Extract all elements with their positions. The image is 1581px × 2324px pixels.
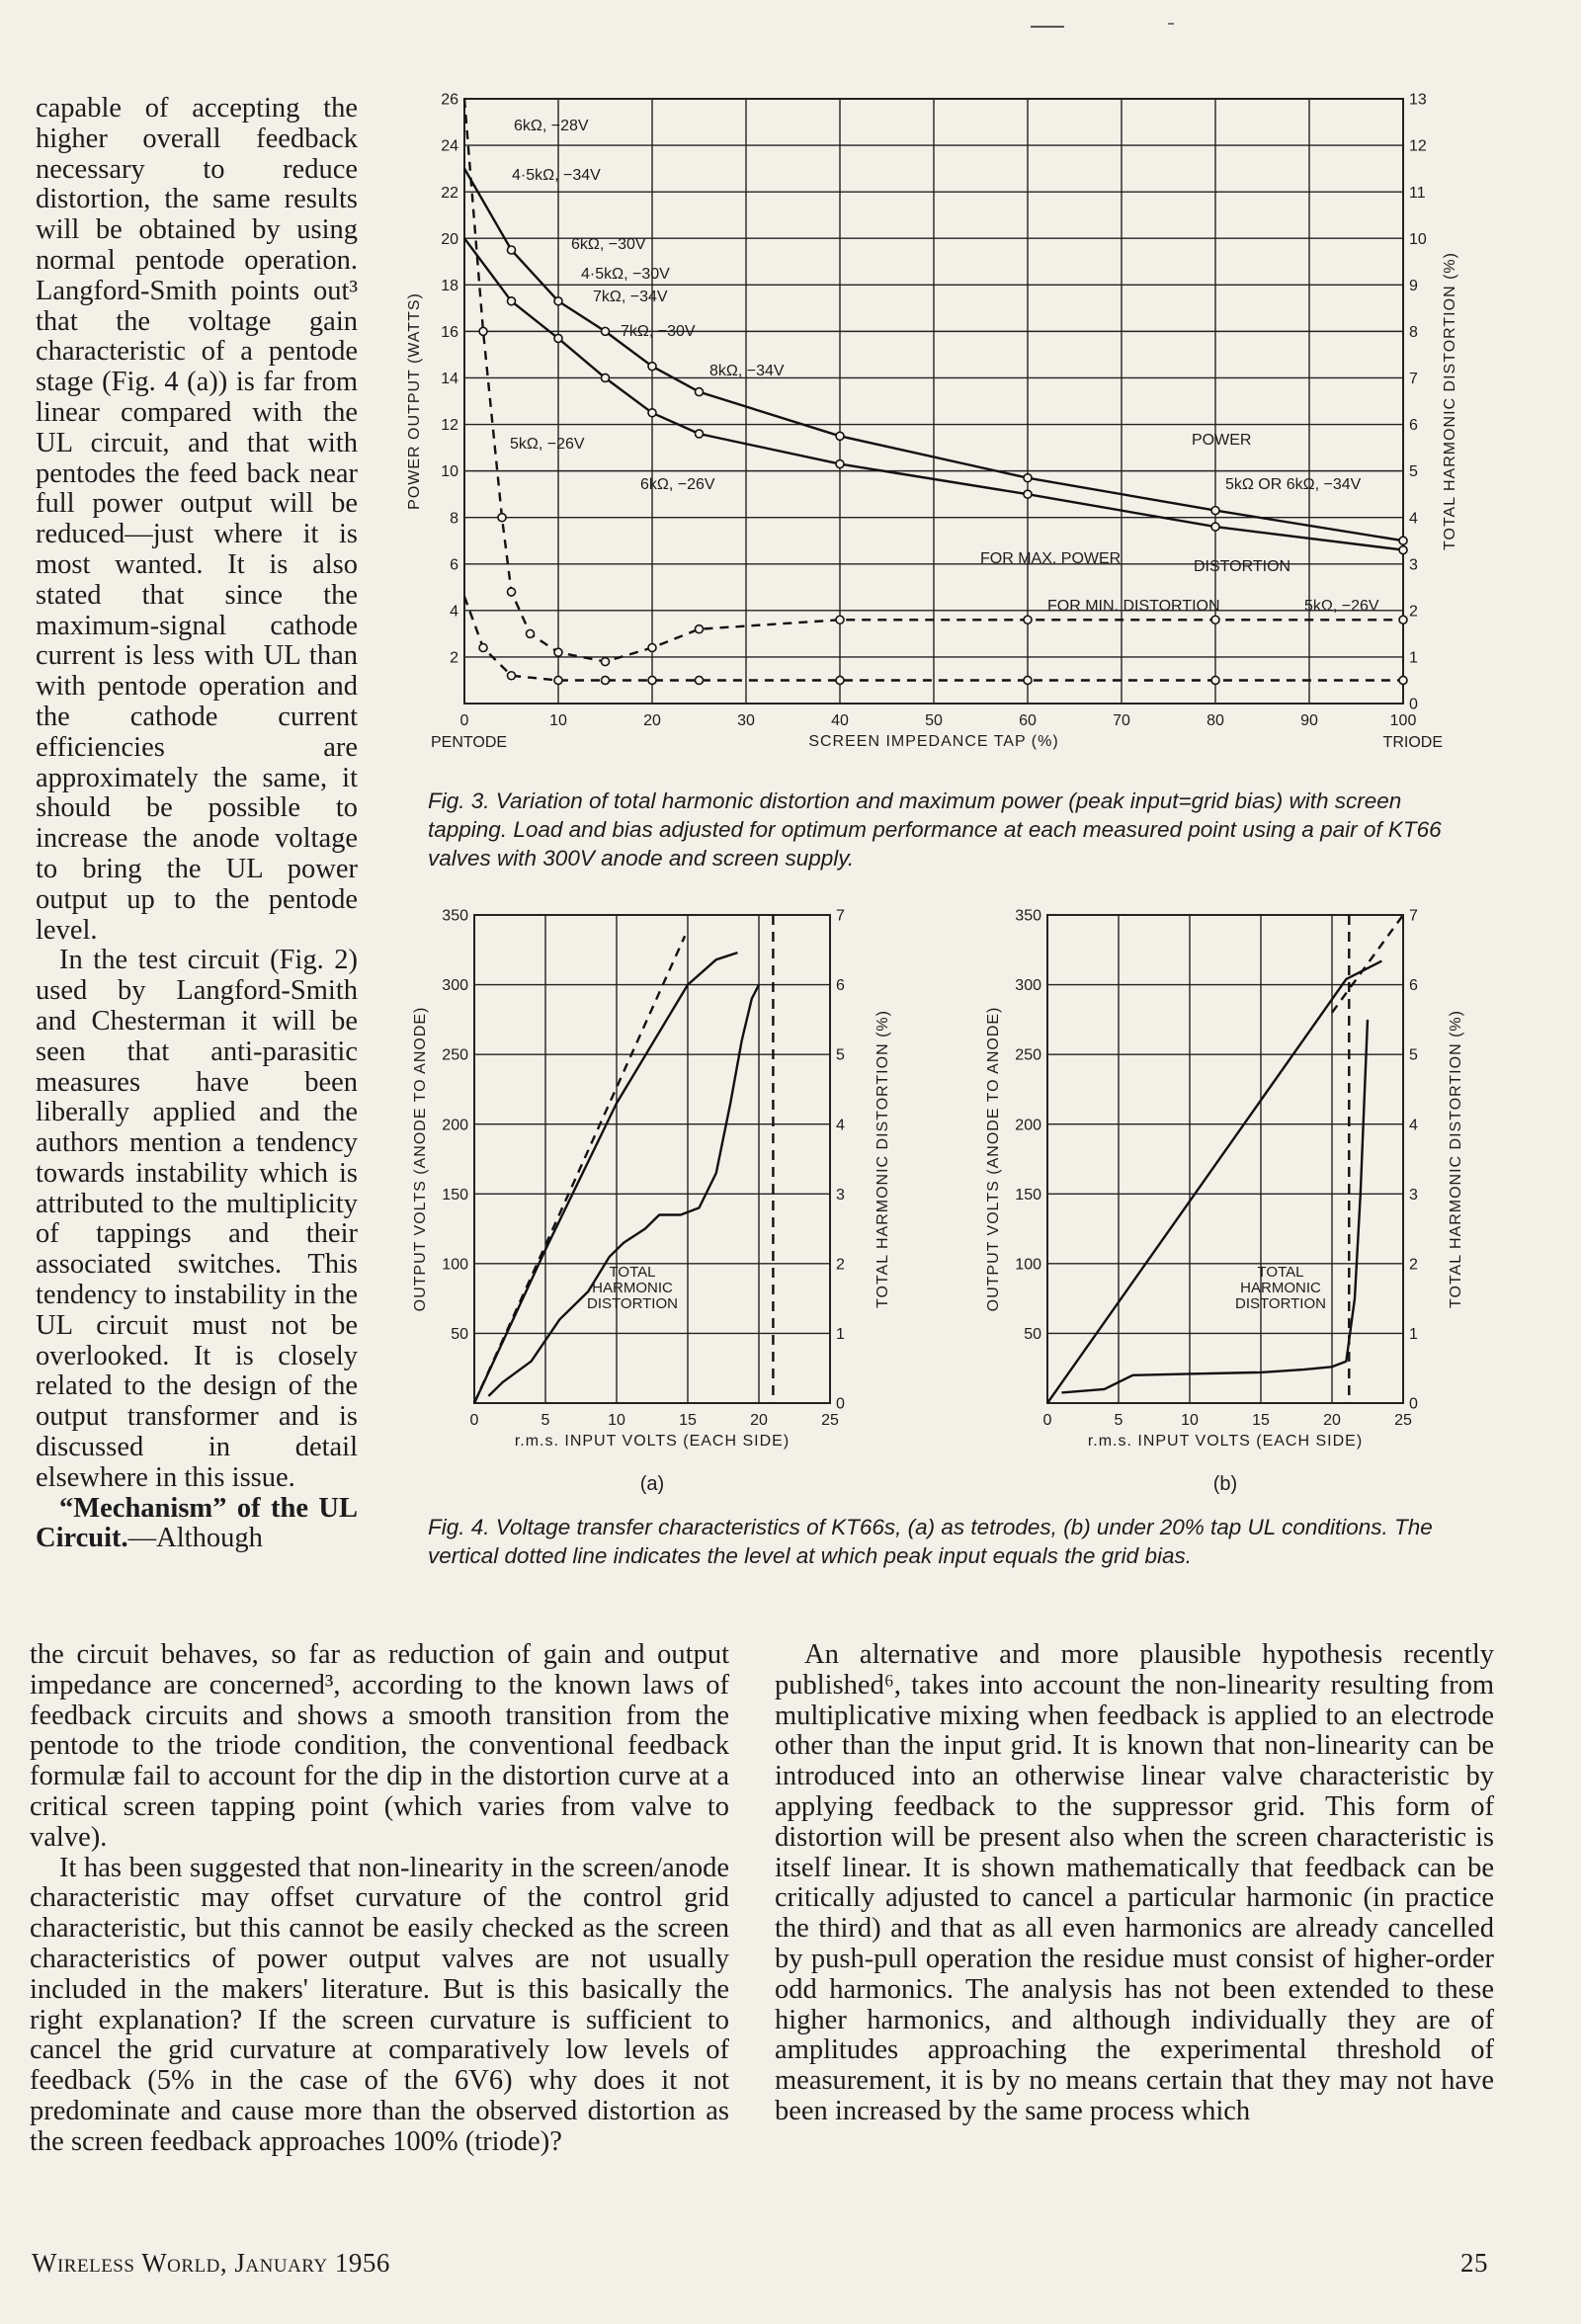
plot-frame: [474, 915, 830, 1403]
y2-tick-label: 8: [1409, 323, 1418, 341]
panel-label: (a): [639, 1473, 665, 1495]
panel-label: (b): [1212, 1473, 1238, 1495]
x-tick-label: 10: [1181, 1412, 1199, 1429]
data-point: [836, 460, 844, 468]
data-point: [648, 676, 656, 684]
x-tick-label: 20: [1323, 1412, 1341, 1429]
y-tick-label: 100: [1015, 1256, 1041, 1274]
chart-annotation-line: TOTAL: [609, 1264, 656, 1281]
data-point: [1399, 676, 1407, 684]
y2-tick-label: 12: [1409, 137, 1427, 155]
header-rule-mark: [1168, 23, 1174, 25]
chart-annotation: 4·5kΩ, −34V: [512, 167, 601, 184]
data-point: [696, 625, 704, 633]
y2-tick-label: 0: [1409, 696, 1418, 713]
y-tick-label: 250: [1015, 1046, 1041, 1064]
left-column-paragraph-2: In the test circuit (Fig. 2) used by Langford-Smith and Chesterman it will be seen that anti-parasitic measures have been liberally applied and the authors mention a tendency towards instability which is attributed to the multiplicity of tappings and their associated switches. This tendency to instability in the UL circuit must not be overlooked. It is closely related to the design of the output transformer and is discussed in detail elsewhere in this issue.: [36, 945, 358, 1493]
y-tick-label: 50: [451, 1326, 468, 1344]
data-point: [554, 676, 562, 684]
data-point: [696, 388, 704, 396]
data-point: [1399, 616, 1407, 623]
bottom-right-paragraph-1: An alternative and more plausible hypothesis recently published⁶, takes into account the non-linearity resulting from multiplicative mixing when feedback is applied to an electrode other than the input grid. It is known that non-linearity can be introduced into an otherwise linear valve characteristic by applying feedback to the suppressor grid. This form of distortion will be present also when the screen characteristic is itself linear. It is shown mathematically that feedback can be critically adjusted to cancel a particular harmonic (in practice the third) and that as all even harmonics are already cancelled by push-pull operation the residue must consist of higher-order odd harmonics. The analysis has not been extended to these higher harmonics, and although individually they are of amplitudes approaching the experimental threshold of measurement, it is by no means certain that they may not have been increased by the same process which: [775, 1639, 1494, 2126]
chart-annotation: 7kΩ, −34V: [593, 289, 668, 305]
header-rule-mark: [1031, 26, 1064, 28]
y-tick-label: 4: [450, 603, 458, 621]
y2-tick-label: 9: [1409, 277, 1418, 294]
x-axis-label: SCREEN IMPEDANCE TAP (%): [808, 733, 1059, 751]
y2-tick-label: 4: [836, 1117, 845, 1134]
series-line: [474, 953, 737, 1403]
data-point: [479, 327, 487, 335]
y-tick-label: 200: [442, 1117, 468, 1134]
y2-tick-label: 6: [1409, 977, 1418, 995]
x-tick-label: 10: [608, 1412, 625, 1429]
data-point: [1399, 537, 1407, 544]
y2-tick-label: 1: [1409, 1326, 1418, 1344]
data-point: [498, 514, 506, 522]
chart-annotation-line: HARMONIC: [1240, 1280, 1321, 1296]
data-point: [508, 672, 516, 680]
data-point: [508, 588, 516, 596]
y-tick-label: 150: [1015, 1186, 1041, 1204]
y-tick-label: 350: [1015, 907, 1041, 925]
data-point: [1024, 616, 1032, 623]
data-point: [508, 297, 516, 305]
chart-annotation: 8kΩ, −34V: [709, 363, 785, 379]
x-tick-label: 25: [1394, 1412, 1412, 1429]
y2-tick-label: 6: [836, 977, 845, 995]
x-tick-label: 20: [643, 712, 661, 729]
x-tick-label: 25: [821, 1412, 839, 1429]
series-line: [1332, 915, 1403, 1013]
chart-annotation: 6kΩ, −26V: [640, 476, 715, 493]
y-tick-label: 16: [441, 323, 458, 341]
chart-annotation-line: DISTORTION: [1235, 1295, 1326, 1312]
x-tick-label: 5: [541, 1412, 550, 1429]
y2-tick-label: 1: [836, 1326, 845, 1344]
y-tick-label: 20: [441, 230, 458, 248]
y2-tick-label: 2: [1409, 603, 1418, 621]
series-line: [1061, 1020, 1368, 1393]
chart-annotation: 7kΩ, −30V: [621, 323, 696, 340]
chart-annotation: 5kΩ, −26V: [510, 436, 585, 453]
x-tick-label: 90: [1300, 712, 1318, 729]
x-axis-label: r.m.s. INPUT VOLTS (EACH SIDE): [514, 1433, 790, 1451]
chart-annotation: DISTORTION: [1194, 558, 1291, 575]
data-point: [1211, 507, 1219, 515]
data-point: [648, 363, 656, 371]
y2-axis-label: TOTAL HARMONIC DISTORTION (%): [1442, 252, 1458, 550]
bottom-left-paragraph-1: the circuit behaves, so far as reduction of gain and output impedance are concerned³, according to the known laws of feedback circuits and shows a smooth transition from the pentode to the triode condition, the conventional feedback formulæ fail to account for the dip in the distortion curve at a critical screen tapping point (which varies from valve to valve).: [30, 1639, 729, 1853]
y-tick-label: 300: [1015, 977, 1041, 995]
data-point: [648, 409, 656, 417]
data-point: [836, 432, 844, 440]
series-line: [488, 985, 759, 1396]
y-tick-label: 50: [1024, 1326, 1041, 1344]
data-point: [696, 676, 704, 684]
bottom-right-column: [775, 1640, 1494, 2127]
y2-tick-label: 13: [1409, 91, 1427, 109]
y2-tick-label: 1: [1409, 649, 1418, 667]
x-axis-label: r.m.s. INPUT VOLTS (EACH SIDE): [1087, 1433, 1364, 1451]
y2-tick-label: 3: [1409, 556, 1418, 574]
y2-tick-label: 2: [836, 1256, 845, 1274]
y2-tick-label: 5: [1409, 1046, 1418, 1064]
fig3-chart: [395, 89, 1462, 781]
chart-annotation-line: DISTORTION: [587, 1295, 678, 1312]
chart-annotation: 6kΩ, −30V: [571, 236, 646, 253]
x-tick-label: 30: [737, 712, 755, 729]
y-tick-label: 18: [441, 277, 458, 294]
data-point: [1024, 676, 1032, 684]
x-tick-label: 20: [750, 1412, 768, 1429]
pentode-label: PENTODE: [431, 734, 508, 751]
y-axis-label: OUTPUT VOLTS (ANODE TO ANODE): [412, 1006, 429, 1312]
y2-tick-label: 6: [1409, 417, 1418, 435]
fig4-caption: Fig. 4. Voltage transfer characteristics of KT66s, (a) as tetrodes, (b) under 20% tap UL conditions. The vertical dotted line indicates the level at which peak input equals the grid bias.: [428, 1515, 1433, 1568]
y-tick-label: 100: [442, 1256, 468, 1274]
data-point: [554, 334, 562, 342]
x-tick-label: 0: [469, 1412, 479, 1429]
data-point: [1211, 523, 1219, 531]
left-column-text: [36, 94, 358, 1554]
data-point: [1024, 474, 1032, 482]
x-tick-label: 100: [1389, 712, 1417, 729]
x-tick-label: 60: [1019, 712, 1037, 729]
data-point: [602, 374, 610, 381]
x-tick-label: 0: [459, 712, 469, 729]
data-point: [554, 648, 562, 656]
data-point: [602, 327, 610, 335]
y-tick-label: 2: [450, 649, 458, 667]
y-tick-label: 14: [441, 371, 458, 388]
y-tick-label: 8: [450, 510, 458, 528]
y2-tick-label: 4: [1409, 1117, 1418, 1134]
y2-tick-label: 3: [1409, 1186, 1418, 1204]
data-point: [508, 246, 516, 254]
footer-journal: Wireless World, January 1956: [32, 2248, 390, 2278]
x-tick-label: 15: [679, 1412, 697, 1429]
data-point: [836, 616, 844, 623]
fig4a-chart: [395, 897, 929, 1502]
footer-page-number: 25: [1460, 2248, 1488, 2278]
y2-tick-label: 7: [1409, 907, 1418, 925]
fig3-caption: Fig. 3. Variation of total harmonic distortion and maximum power (peak input=grid bias) with screen tapping. Load and bias adjusted for optimum performance at each measured point using a pair of KT66 valves with 300V anode and screen supply.: [428, 788, 1442, 871]
y-tick-label: 24: [441, 137, 458, 155]
bottom-left-paragraph-2: It has been suggested that non-linearity in the screen/anode characteristic may offset curvature of the control grid characteristic, but this cannot be easily checked as the screen characteristics of power output valves are not usually included in the makers' literature. But is this basically the right explanation? If the screen curvature is sufficient to cancel the grid curvature at comparatively low levels of feedback (5% in the case of the 6V6) why does it not predominate and cause more than the observed distortion as the screen feedback approaches 100% (triode)?: [30, 1852, 729, 2157]
data-point: [554, 297, 562, 305]
y2-tick-label: 4: [1409, 510, 1418, 528]
y2-tick-label: 2: [1409, 1256, 1418, 1274]
x-tick-label: 5: [1114, 1412, 1123, 1429]
y2-tick-label: 0: [1409, 1395, 1418, 1413]
x-tick-label: 80: [1207, 712, 1224, 729]
data-point: [1211, 616, 1219, 623]
y2-tick-label: 0: [836, 1395, 845, 1413]
chart-annotation-line: HARMONIC: [592, 1280, 673, 1296]
y2-tick-label: 3: [836, 1186, 845, 1204]
y-tick-label: 200: [1015, 1117, 1041, 1134]
x-tick-label: 15: [1252, 1412, 1270, 1429]
data-point: [648, 644, 656, 652]
data-point: [696, 430, 704, 438]
triode-label: TRIODE: [1382, 734, 1443, 751]
section-intro-text: —Although: [127, 1523, 263, 1554]
y2-tick-label: 7: [1409, 371, 1418, 388]
y-tick-label: 150: [442, 1186, 468, 1204]
data-point: [602, 658, 610, 666]
chart-annotation: FOR MAX. POWER: [980, 550, 1122, 567]
y-tick-label: 250: [442, 1046, 468, 1064]
y-tick-label: 300: [442, 977, 468, 995]
chart-annotation-line: TOTAL: [1257, 1264, 1304, 1281]
y2-axis-label: TOTAL HARMONIC DISTORTION (%): [874, 1010, 891, 1308]
y2-tick-label: 10: [1409, 230, 1427, 248]
y-tick-label: 350: [442, 907, 468, 925]
y2-tick-label: 11: [1409, 184, 1426, 202]
y-axis-label: OUTPUT VOLTS (ANODE TO ANODE): [985, 1006, 1002, 1312]
data-point: [602, 676, 610, 684]
left-column-paragraph: capable of accepting the higher overall feedback necessary to reduce distortion, the same results will be obtained by using normal pentode operation. Langford-Smith points out³ that the voltage gain characteristic of a pentode stage (Fig. 4 (a)) is far from linear compared with the UL circuit, and that with pentodes the feed back near full power output will be reduced—just where it is most wanted. It is also stated that since the maximum-signal cathode current is less with UL than with pentode operation and the cathode current efficiencies are approximately the same, it should be possible to increase the anode voltage to bring the UL power output up to the pentode level.: [36, 93, 358, 946]
y-tick-label: 6: [450, 556, 458, 574]
y-tick-label: 10: [441, 463, 458, 481]
y2-tick-label: 7: [836, 907, 845, 925]
y-tick-label: 22: [441, 184, 458, 202]
x-tick-label: 50: [925, 712, 943, 729]
chart-annotation: 5kΩ, −26V: [1304, 598, 1379, 615]
data-point: [1399, 546, 1407, 554]
chart-annotation: POWER: [1192, 432, 1252, 449]
data-point: [527, 629, 535, 637]
data-point: [1024, 490, 1032, 498]
chart-annotation: 6kΩ, −28V: [514, 118, 589, 134]
y-axis-label: POWER OUTPUT (WATTS): [406, 292, 423, 510]
data-point: [836, 676, 844, 684]
y2-tick-label: 5: [836, 1046, 845, 1064]
chart-annotation: 5kΩ OR 6kΩ, −34V: [1225, 476, 1362, 493]
section-intro: [36, 1494, 358, 1555]
chart-annotation: 4·5kΩ, −30V: [581, 266, 670, 283]
fig4b-chart: [968, 897, 1502, 1502]
section-heading: “Mechanism” of the UL Circuit.: [36, 1492, 358, 1554]
y-tick-label: 12: [441, 417, 458, 435]
y2-axis-label: TOTAL HARMONIC DISTORTION (%): [1448, 1010, 1464, 1308]
bottom-left-column: [30, 1640, 729, 2158]
y-tick-label: 26: [441, 91, 458, 109]
x-tick-label: 70: [1113, 712, 1130, 729]
chart-annotation: FOR MIN. DISTORTION: [1047, 598, 1220, 615]
x-tick-label: 0: [1042, 1412, 1052, 1429]
x-tick-label: 40: [831, 712, 849, 729]
data-point: [1211, 676, 1219, 684]
data-point: [479, 644, 487, 652]
y2-tick-label: 5: [1409, 463, 1418, 481]
x-tick-label: 10: [549, 712, 567, 729]
